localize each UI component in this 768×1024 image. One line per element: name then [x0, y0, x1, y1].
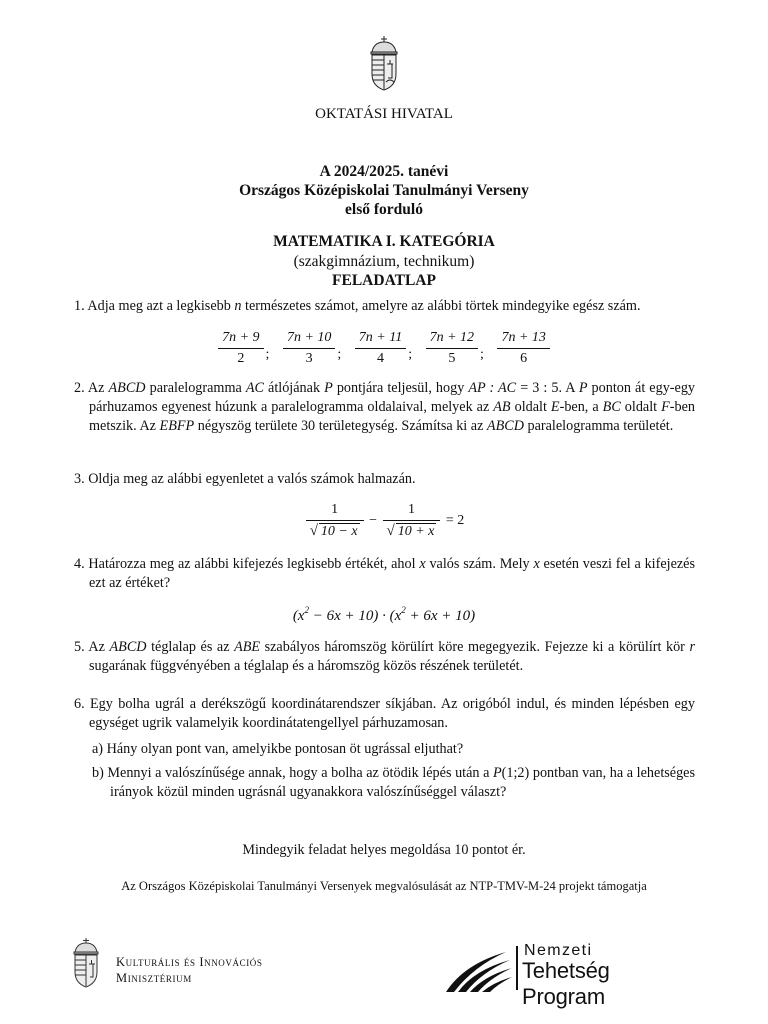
category-title: MATEMATIKA I. KATEGÓRIA	[273, 233, 495, 250]
competition-round: első forduló	[345, 201, 423, 218]
category-subtitle: (szakgimnázium, technikum)	[293, 253, 475, 270]
points-note: Mindegyik feladat helyes megoldása 10 pontot ér.	[242, 842, 526, 858]
ministry-name-line1: Kulturális és Innovációs	[116, 955, 263, 969]
ministry-logo	[70, 937, 300, 993]
competition-name: Országos Középiskolai Tanulmányi Verseny	[239, 182, 529, 199]
ntp-divider	[516, 946, 518, 990]
fraction: $\frac{7n + 11}{4}$	[355, 330, 406, 367]
support-note: Az Országos Középiskolai Tanulmányi Versenyek megvalósulását az NTP-TMV-M-24 projekt támogatja	[121, 879, 647, 893]
problem-2: 2. Az ABCD paralelogramma AC átlójának P pontjára teljesül, hogy AP : AC = 3 : 5. A P ponton át egy-egy párhuzamos egyenest húzunk a paralelogramma oldalaival, melyek az AB oldalt E-ben, a BC oldalt F-ben metszik. Az EBFP négyszög területe 30 területegység. Számítsa ki az ABCD paralelogramma területét.	[74, 380, 696, 434]
problem-1-fractions: $\frac{7n + 9}{2}$ ; $\frac{7n + 10}{3}$ ; $\frac{7n + 11}{4}$ ; $\frac{7n + 12}{5}$ ; $\frac{7n + 13}{6}$	[0, 330, 768, 367]
problem-4-expression: $(x^2 - 6x + 10) \cdot (x^2 + 6x + 10)$	[292, 605, 476, 624]
problem-4: 4. Határozza meg az alábbi kifejezés legkisebb értékét, ahol x valós szám. Mely x esetén veszi fel a kifejezés ezt az értéket?	[74, 556, 696, 591]
ntp-swoosh-icon	[444, 944, 514, 994]
fraction: $\frac{7n + 13}{6}$	[497, 330, 549, 367]
problem-1: 1. Adja meg azt a legkisebb n természetes számot, amelyre az alábbi törtek mindegyike egész szám.	[74, 298, 641, 314]
ministry-name-line2: Minisztérium	[116, 971, 192, 985]
fraction: $\frac{7n + 9}{2}$	[218, 330, 263, 367]
fraction: $\frac{7n + 12}{5}$	[426, 330, 478, 367]
ntp-title-top: Nemzeti	[524, 942, 593, 959]
problem-6-a: a) Hány olyan pont van, amelyikbe pontosan öt ugrással eljuthat?	[92, 741, 464, 757]
problem-3-equation: $\frac{1}{√ 10 - x}$ − $\frac{1}{√ 10 + x}$ = 2	[0, 502, 768, 540]
ntp-logo	[444, 942, 696, 1009]
hungarian-coat-of-arms-icon	[366, 34, 402, 92]
problem-5: 5. Az ABCD téglalap és az ABE szabályos háromszög körülírt köre megegyezik. Fejezze ki a körülírt kör r sugarának függvényében a téglalap és a háromszög közös részének területét.	[74, 639, 695, 674]
competition-year: A 2024/2025. tanévi	[319, 163, 449, 180]
ministry-crest-icon	[70, 937, 102, 989]
sheet-title: FELADATLAP	[332, 272, 436, 289]
problem-3: 3. Oldja meg az alábbi egyenletet a valós számok halmazán.	[74, 471, 416, 487]
problem-6: 6. Egy bolha ugrál a derékszögű koordinátarendszer síkjában. Az origóból indul, és minden lépésben egy egységet ugrik valamelyik koordinátatengellyel párhuzamosan.	[74, 696, 695, 731]
fraction: $\frac{7n + 10}{3}$	[283, 330, 335, 367]
ntp-title-bottom: Tehetség Program	[522, 958, 610, 1009]
problem-6-b: b) Mennyi a valószínűsége annak, hogy a bolha az ötödik lépés után a P(1;2) pontban van, ha a lehetséges irányok közül minden ugrásnál ugyanakkora valószínűséggel választ?	[92, 765, 695, 800]
agency-name: OKTATÁSI HIVATAL	[315, 106, 453, 122]
